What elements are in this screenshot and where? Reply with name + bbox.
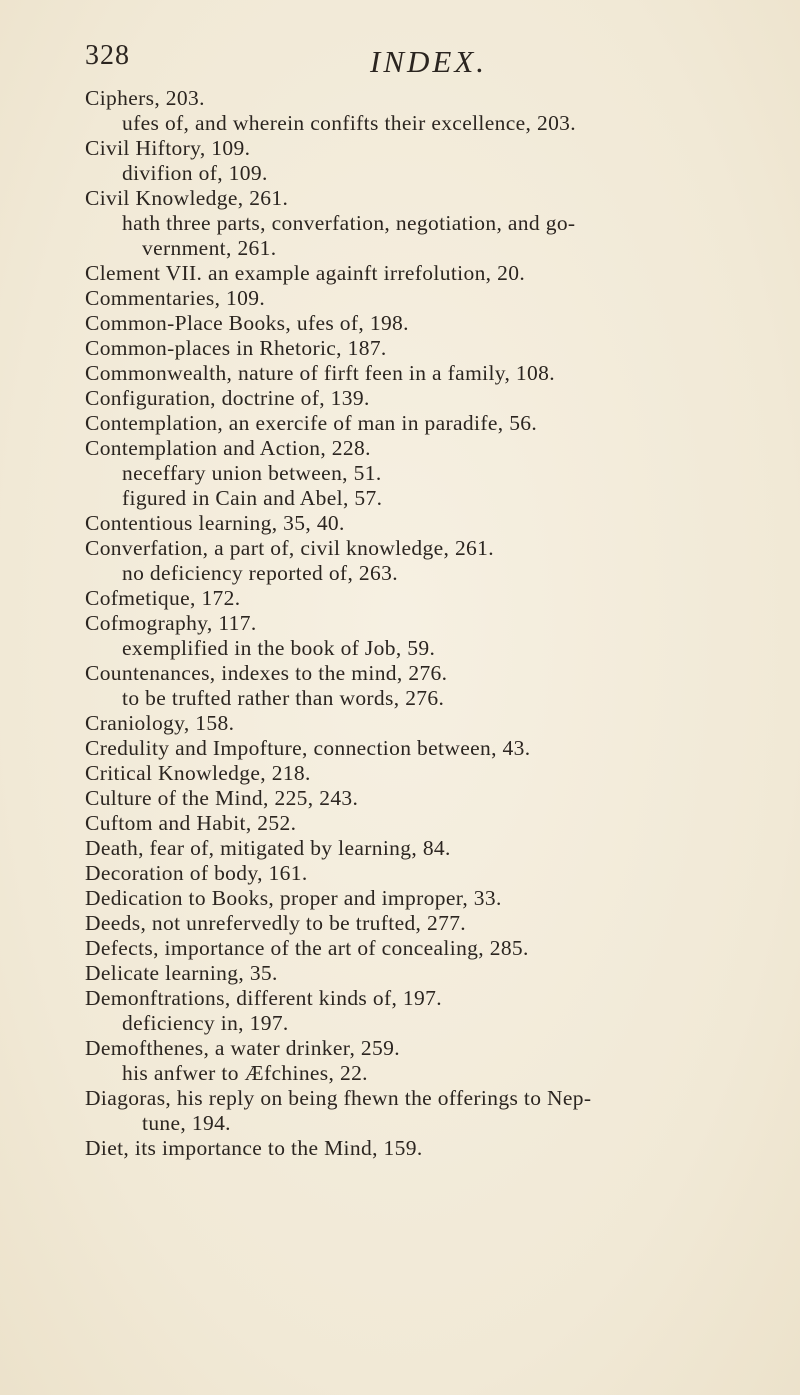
index-entry: Converfation, a part of, civil knowledge, 261. xyxy=(85,536,494,560)
index-entry: Critical Knowledge, 218. xyxy=(85,761,311,785)
index-subentry: ufes of, and wherein confifts their excellence, 203. xyxy=(122,111,576,135)
index-entry: Death, fear of, mitigated by learning, 84. xyxy=(85,836,451,860)
index-entry: Ciphers, 203. xyxy=(85,86,205,110)
index-entries xyxy=(0,86,800,1161)
index-subentry: divifion of, 109. xyxy=(122,161,268,185)
index-entry: Clement VII. an example againft irrefolution, 20. xyxy=(85,261,526,285)
index-entry: Cofmetique, 172. xyxy=(85,586,241,610)
page-header xyxy=(85,40,785,86)
index-subentry: his anfwer to Æfchines, 22. xyxy=(122,1061,368,1085)
index-entry: Credulity and Impofture, connection between, 43. xyxy=(85,736,531,760)
index-entry: Commonwealth, nature of firft feen in a family, 108. xyxy=(85,361,555,385)
index-entry: Delicate learning, 35. xyxy=(85,961,278,985)
index-entry: Contemplation, an exercife of man in paradife, 56. xyxy=(85,411,538,435)
index-subentry: to be trufted rather than words, 276. xyxy=(122,686,445,710)
index-entry: Deeds, not unrefervedly to be trufted, 277. xyxy=(85,911,467,935)
index-continuation: vernment, 261. xyxy=(142,236,277,260)
index-entry: Diet, its importance to the Mind, 159. xyxy=(85,1136,423,1160)
index-subentry: exemplified in the book of Job, 59. xyxy=(122,636,436,660)
index-entry: Contemplation and Action, 228. xyxy=(85,436,371,460)
index-entry: Civil Hiftory, 109. xyxy=(85,136,251,160)
index-entry: Demofthenes, a water drinker, 259. xyxy=(85,1036,400,1060)
index-continuation: tune, 194. xyxy=(142,1111,231,1135)
index-entry: Civil Knowledge, 261. xyxy=(85,186,289,210)
index-entry: Cofmography, 117. xyxy=(85,611,257,635)
index-entry: Contentious learning, 35, 40. xyxy=(85,511,345,535)
index-entry: Demonftrations, different kinds of, 197. xyxy=(85,986,442,1010)
index-entry: Configuration, doctrine of, 139. xyxy=(85,386,370,410)
index-entry: Common-Place Books, ufes of, 198. xyxy=(85,311,409,335)
index-subentry: neceffary union between, 51. xyxy=(122,461,382,485)
index-entry: Common-places in Rhetoric, 187. xyxy=(85,336,387,360)
index-entry: Cuftom and Habit, 252. xyxy=(85,811,297,835)
index-entry: Commentaries, 109. xyxy=(85,286,266,310)
index-entry: Culture of the Mind, 225, 243. xyxy=(85,786,359,810)
index-subentry: no deficiency reported of, 263. xyxy=(122,561,398,585)
index-entry: Defects, importance of the art of concealing, 285. xyxy=(85,936,529,960)
running-head: INDEX. xyxy=(370,44,488,79)
index-subentry: figured in Cain and Abel, 57. xyxy=(122,486,383,510)
index-entry: Decoration of body, 161. xyxy=(85,861,308,885)
index-entry: Countenances, indexes to the mind, 276. xyxy=(85,661,448,685)
index-entry: Diagoras, his reply on being fhewn the offerings to Nep- xyxy=(85,1086,592,1110)
index-entry: Craniology, 158. xyxy=(85,711,235,735)
index-subentry: hath three parts, converfation, negotiation, and go- xyxy=(122,211,576,235)
page-number: 328 xyxy=(85,40,130,71)
index-subentry: deficiency in, 197. xyxy=(122,1011,289,1035)
index-entry: Dedication to Books, proper and improper, 33. xyxy=(85,886,502,910)
